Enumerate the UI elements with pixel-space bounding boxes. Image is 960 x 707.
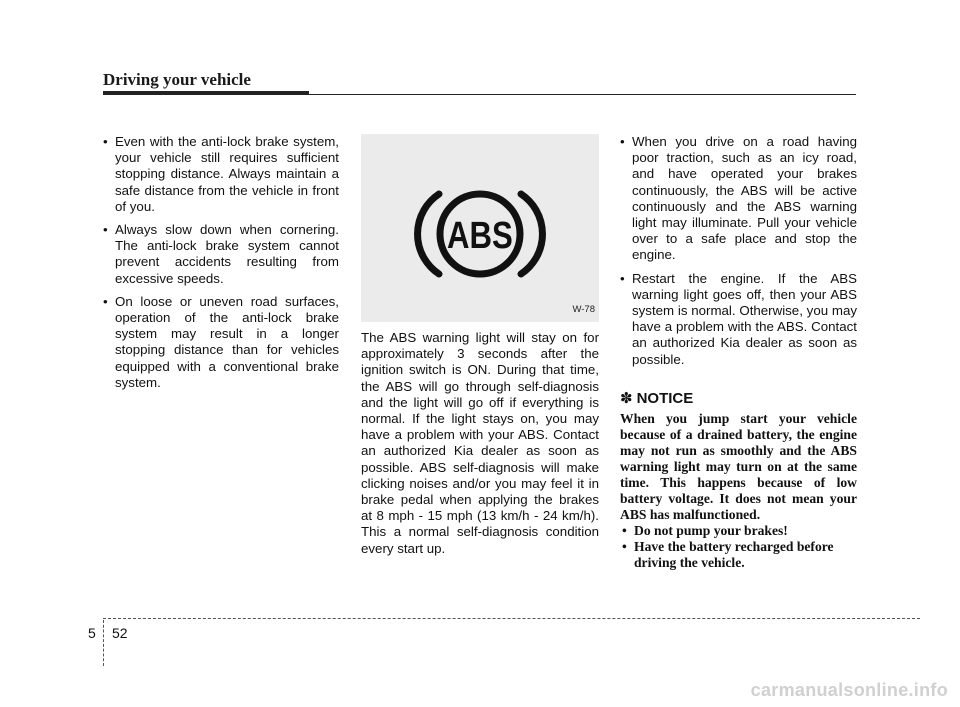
- figure-code: W-78: [572, 303, 595, 315]
- abs-warning-paragraph: The ABS warning light will stay on for approximately 3 seconds after the ignition switch is ON. During that time, the ABS will go through self-diagnosis and the light will go off if everything is normal. If the light stays on, you may have a problem with your ABS. Contact an authorized Kia dealer as soon as possible. ABS self-diagnosis will make clicking noises and/or you may feel it in brake pedal when applying the brakes at 8 mph - 15 mph (13 km/h - 24 km/h). This a normal self-diagnosis condition every start up.: [361, 330, 599, 556]
- caution-bullet-list: [103, 134, 339, 391]
- abs-label: ABS: [447, 215, 513, 257]
- notice-bullet-list: [620, 523, 857, 571]
- list-item: • Restart the engine. If the ABS warning light goes off, then your ABS system is normal. Otherwise, you may have a problem with the ABS. Contact an authorized Kia dealer as soon as possible.: [620, 270, 857, 367]
- chapter-number: 5: [88, 625, 96, 641]
- bullet-dot-icon: •: [622, 539, 627, 555]
- list-item: • On loose or uneven road surfaces, operation of the anti-lock brake system may result in a longer stopping distance than for vehicles equipped with a conventional brake system.: [103, 293, 339, 390]
- bullet-dot-icon: •: [103, 222, 108, 238]
- notice-title: NOTICE: [636, 389, 694, 407]
- section-header-title: Driving your vehicle: [103, 70, 251, 89]
- column-middle: [361, 134, 599, 557]
- notice-heading: [620, 391, 857, 407]
- column-right: [620, 134, 857, 571]
- list-item: • Have the battery recharged before driving the vehicle.: [622, 539, 834, 571]
- page-number: 52: [112, 625, 128, 641]
- list-item: • Do not pump your brakes!: [622, 523, 788, 539]
- list-item: • Even with the anti-lock brake system, your vehicle still requires sufficient stopping distance. Always maintain a safe distance from the vehicle in front of you.: [103, 134, 339, 214]
- warning-bullet-list: [620, 134, 857, 368]
- footer-rule: [103, 618, 920, 619]
- abs-warning-figure: [361, 134, 599, 322]
- bullet-dot-icon: •: [620, 270, 625, 286]
- bullet-dot-icon: •: [620, 134, 625, 149]
- watermark: carmanualsonline.info: [750, 680, 948, 700]
- notice-star-icon: ✽: [620, 389, 633, 407]
- bullet-dot-icon: •: [103, 293, 108, 309]
- bullet-dot-icon: •: [103, 134, 108, 149]
- header-rule: [103, 94, 856, 95]
- list-item: • When you drive on a road having poor traction, such as an icy road, and have operated your brakes continuously, the ABS will be active continuously and the ABS warning light may illuminate. Pull your vehicle over to a safe place and stop the engine.: [620, 134, 857, 263]
- column-left: [103, 134, 339, 398]
- abs-warning-light-icon: [361, 134, 599, 322]
- list-item: • Always slow down when cornering. The anti-lock brake system cannot prevent accidents resulting from excessive speeds.: [103, 222, 339, 286]
- notice-body: When you jump start your vehicle because of a drained battery, the engine may not run as smoothly and the ABS warning light may turn on at the same time. This happens because of low battery voltage. It does not mean your ABS has malfunctioned.: [620, 411, 857, 523]
- bullet-dot-icon: •: [622, 523, 627, 539]
- footer-divider: [103, 620, 104, 666]
